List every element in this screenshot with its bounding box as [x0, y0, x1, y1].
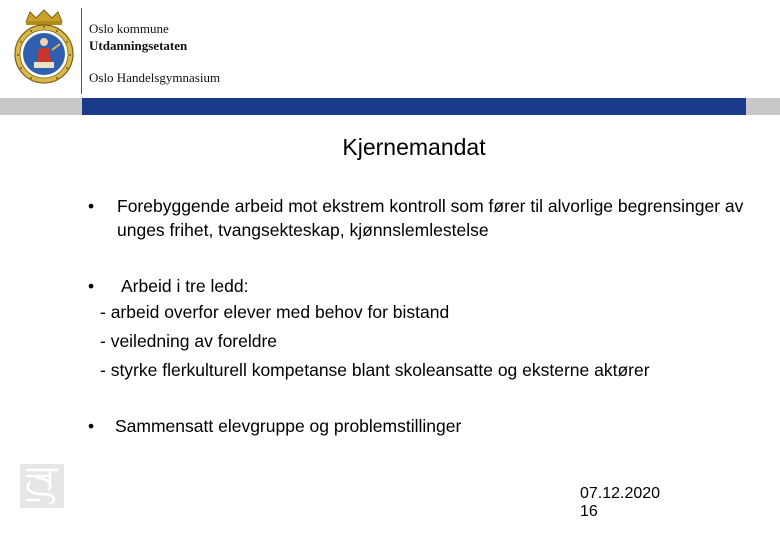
- header-bar-right: [746, 98, 780, 115]
- slide-title: Kjernemandat: [342, 134, 486, 160]
- footer-info: [580, 485, 660, 521]
- sub-item: - veiledning av foreldre: [100, 331, 278, 351]
- header-bar-left: [0, 98, 82, 115]
- bullet-marker: •: [88, 276, 95, 296]
- bullet-item: [88, 414, 461, 438]
- sub-item: - styrke flerkulturell kompetanse blant skoleansatte og eksterne aktører: [100, 360, 650, 380]
- slide-header: [0, 0, 780, 100]
- bullet-marker: •: [88, 196, 95, 216]
- page-number: 16: [580, 503, 598, 520]
- header-divider: [81, 8, 82, 94]
- school-name: Oslo Handelsgymnasium: [89, 70, 221, 85]
- bullet-text: Sammensatt elevgruppe og problemstillinger: [115, 416, 462, 436]
- org-block: [89, 20, 187, 54]
- org-name: Oslo kommune: [89, 21, 169, 36]
- slide-date: 07.12.2020: [580, 485, 661, 502]
- bullet-marker: •: [88, 416, 95, 436]
- sub-item: - arbeid overfor elever med behov for bistand: [100, 302, 450, 322]
- oslo-coat-of-arms-icon: [12, 8, 76, 84]
- oslo-kommune-symbol-icon: [20, 464, 64, 508]
- bullet-text: Arbeid i tre ledd:: [121, 276, 249, 296]
- header-accent-bar: [82, 98, 746, 115]
- bullet-text: Forebyggende arbeid mot ekstrem kontroll som fører til alvorlige begrensinger av unges frihet, tvangsekteskap, kjønnslemlestelse: [117, 196, 744, 240]
- bullet-item: [88, 274, 248, 298]
- department-name: Utdanningsetaten: [89, 38, 188, 53]
- bullet-item: [88, 194, 757, 242]
